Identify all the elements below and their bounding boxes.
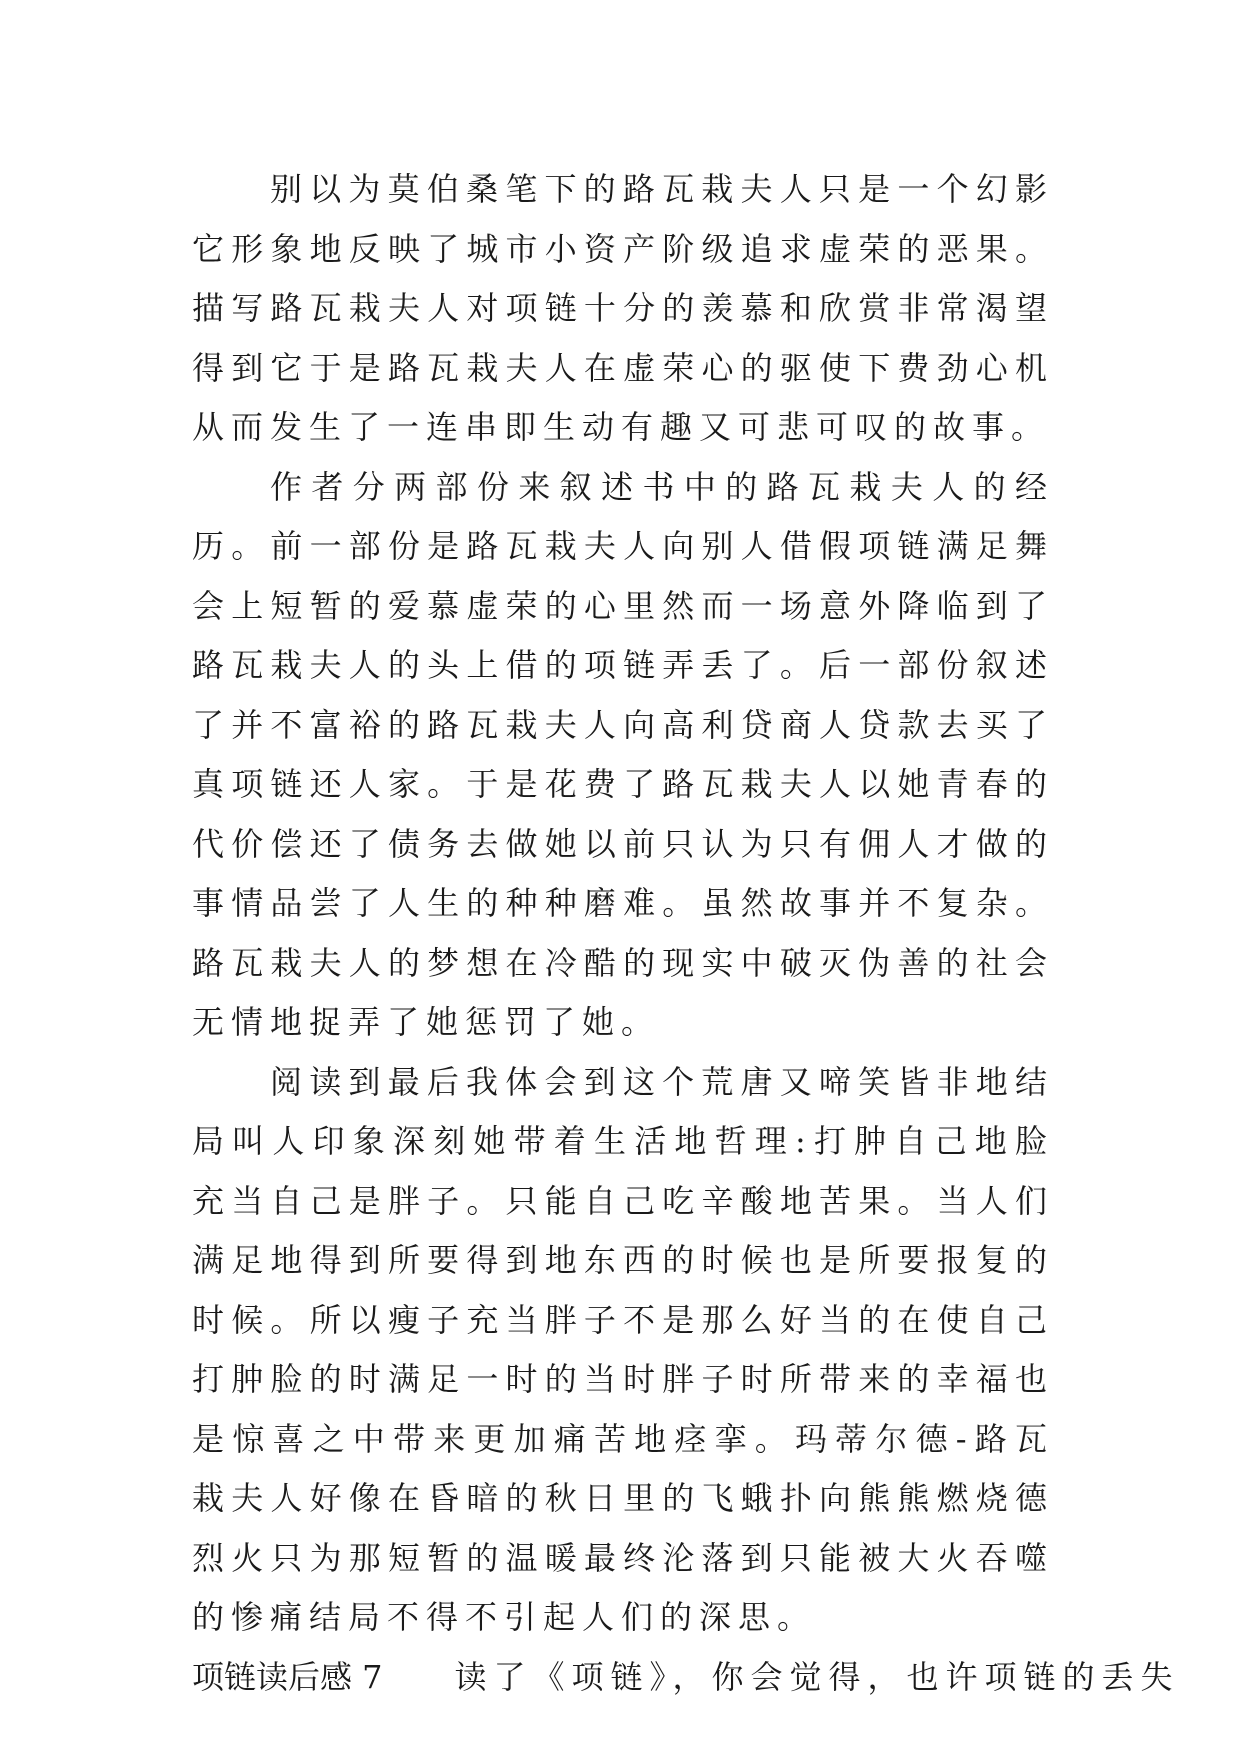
paragraph-3: 阅读到最后我体会到这个荒唐又啼笑皆非地结局叫人印象深刻她带着生活地哲理:打肿自己地脸充当自己是胖子。只能自己吃辛酸地苦果。当人们满足地得到所要得到地东西的时候也是所要报复的时候。所以瘦子充当胖子不是那么好当的在使自己打肿脸的时满足一时的当时胖子时所带来的幸福也是惊喜之中带来更加痛苦地痉挛。玛蒂尔德-路瓦栽夫人好像在昏暗的秋日里的飞蛾扑向熊熊燃烧德烈火只为那短暂的温暖最终沦落到只能被大火吞噬的惨痛结局不得不引起人们的深思。 [192, 1062, 1054, 1636]
paragraph-1: 别以为莫伯桑笔下的路瓦栽夫人只是一个幻影它形象地反映了城市小资产阶级追求虚荣的恶果。描写路瓦栽夫人对项链十分的羡慕和欣赏非常渴望得到它于是路瓦栽夫人在虚荣心的驱使下费劲心机从而发生了一连串即生动有趣又可悲可叹的故事。 [192, 170, 1054, 446]
paragraph-2: 作者分两部份来叙述书中的路瓦栽夫人的经历。前一部份是路瓦栽夫人向别人借假项链满足舞会上短暂的爱慕虚荣的心里然而一场意外降临到了路瓦栽夫人的头上借的项链弄丢了。后一部份叙述了并不富裕的路瓦栽夫人向高利贷商人贷款去买了真项链还人家。于是花费了路瓦栽夫人以她青春的代价偿还了债务去做她以前只认为只有佣人才做的事情品尝了人生的种种磨难。虽然故事并不复杂。路瓦栽夫人的梦想在冷酷的现实中破灭伪善的社会无情地捉弄了她惩罚了她。 [192, 467, 1054, 1041]
next-section-text: 读了《项链》，你会觉得，也许项链的丢失 [454, 1657, 1180, 1696]
document-body [192, 160, 1180, 1707]
next-section-line [192, 1648, 1180, 1708]
section-heading: 项链读后感 7 [192, 1657, 383, 1696]
